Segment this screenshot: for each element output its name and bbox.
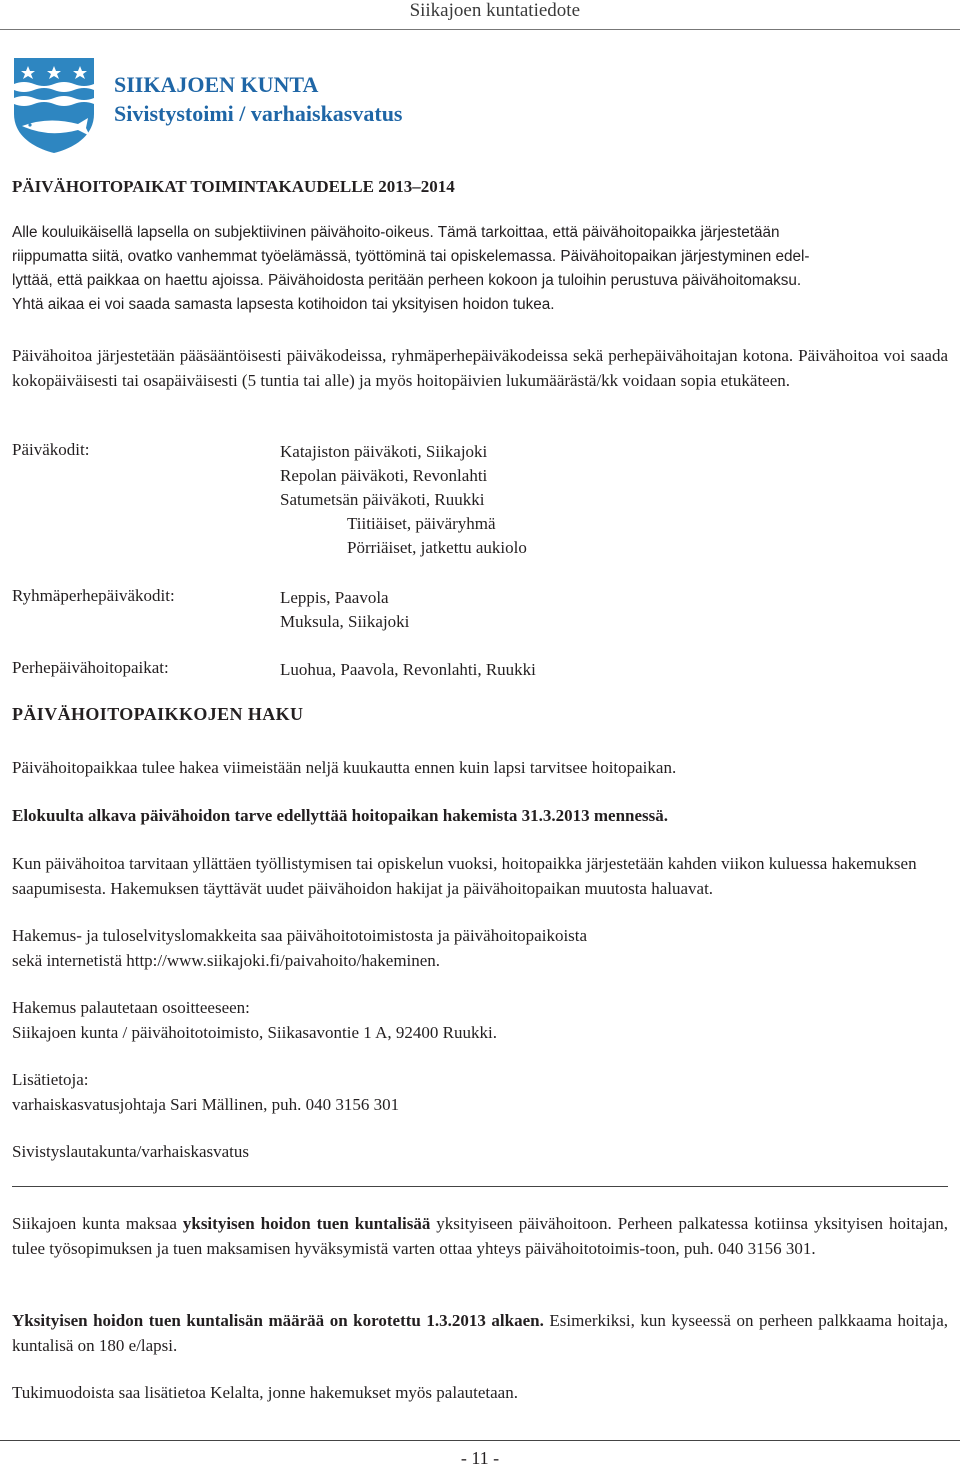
forms-paragraph — [12, 923, 948, 973]
footer-divider — [0, 1440, 960, 1441]
return-address: Siikajoen kunta / päivähoitotoimisto, Siikasavontie 1 A, 92400 Ruukki. — [12, 1023, 497, 1042]
daycare-label: Päiväkodit: — [12, 440, 90, 459]
supplement-increase-text: Esimerkiksi, kun kyseessä on perheen palkkaama hoitaja, kuntalisä on 180 e/lapsi. — [12, 1311, 948, 1355]
organization-department: Sivistystoimi / varhaiskasvatus — [114, 101, 403, 126]
running-header: Siikajoen kuntatiedote — [409, 0, 580, 21]
forms-line: Hakemus- ja tuloselvityslomakkeita saa päivähoitotoimistosta ja päivähoitopaikoista — [12, 926, 588, 945]
organization-name: SIIKAJOEN KUNTA — [114, 72, 319, 97]
intro-line: lyttää, että paikkaa on haettu ajoissa. Päivähoidosta peritään perheen kokoon ja tuloihin perustuva päivähoitomaksu. — [12, 272, 802, 289]
group-daycare-item: Muksula, Siikajoki — [280, 612, 410, 631]
august-start-paragraph: Elokuulta alkava päivähoidon tarve edellyttää hoitopaikan hakemista 31.3.2013 mennessä. — [12, 806, 669, 825]
daycare-sub-item: Tiitiäiset, päiväryhmä — [347, 514, 496, 533]
intro-line: riippumatta siitä, ovatko vanhemmat työelämässä, työttöminä tai opiskelemassa. Päivähoitopaikan järjestyminen edel- — [12, 248, 810, 265]
forms-link[interactable]: sekä internetistä http://www.siikajoki.fi/paivahoito/hakeminen. — [12, 951, 441, 970]
supplement-increase-emphasis: Yksityisen hoidon tuen kuntalisän määrää on korotettu 1.3.2013 alkaen. — [12, 1311, 544, 1330]
group-daycare-label: Ryhmäperhepäiväkodit: — [12, 586, 175, 605]
daycare-item: Repolan päiväkoti, Revonlahti — [280, 466, 488, 485]
daycare-item: Satumetsän päiväkoti, Ruukki — [280, 490, 485, 509]
contact-person: varhaiskasvatusjohtaja Sari Mällinen, puh. 040 3156 301 — [12, 1095, 400, 1114]
more-info-paragraph — [12, 1067, 948, 1117]
intro-paragraph — [12, 221, 810, 317]
family-daycare-label: Perhepäivähoitopaikat: — [12, 658, 169, 677]
intro-line: Alle kouluikäisellä lapsella on subjektiivinen päivähoito-oikeus. Tämä tarkoittaa, että päivähoitopaikka järjestetään — [12, 224, 780, 241]
group-daycare-list — [280, 586, 409, 634]
section-heading-application: PÄIVÄHOITOPAIKKOJEN HAKU — [12, 704, 304, 724]
supplement-increase-paragraph — [12, 1308, 948, 1358]
organization-block — [114, 70, 403, 128]
intro-line: Yhtä aikaa ei voi saada samasta lapsesta kotihoidon tai yksityisen hoidon tukea. — [12, 296, 555, 313]
daycare-arrangement-paragraph: Päivähoitoa järjestetään pääsääntöisesti päiväkodeissa, ryhmäperhepäiväkodeissa sekä perhepäivähoitajan kotona. Päivähoitoa voi saada kokopäiväisesti tai osapäiväisesti (5 tuntia tai alle) ja myös hoitopäivien lukumäärästä/kk voidaan sopia etukäteen. — [12, 346, 948, 390]
return-address-label: Hakemus palautetaan osoitteeseen: — [12, 998, 250, 1017]
sudden-need-paragraph: Kun päivähoitoa tarvitaan yllättäen työllistymisen tai opiskelun vuoksi, hoitopaikka järjestetään kahden viikon kuluessa hakemuksen saapumisesta. Hakemuksen täyttävät uudet päivähoidon hakijat ja päivähoitopaikan muutosta haluavat. — [12, 854, 917, 898]
private-care-supplement-paragraph — [12, 1211, 948, 1261]
coat-of-arms-icon — [12, 56, 96, 154]
group-daycare-item: Leppis, Paavola — [280, 588, 389, 607]
signature-line: Sivistyslautakunta/varhaiskasvatus — [12, 1142, 250, 1161]
daycare-list — [280, 440, 487, 512]
more-info-label: Lisätietoja: — [12, 1070, 89, 1089]
private-care-text: Siikajoen kunta maksaa — [12, 1214, 183, 1233]
family-daycare-value: Luohua, Paavola, Revonlahti, Ruukki — [280, 660, 536, 679]
return-address-paragraph — [12, 995, 948, 1045]
daycare-sub-item: Pörriäiset, jatkettu aukiolo — [347, 538, 527, 557]
kela-info-paragraph: Tukimuodoista saa lisätietoa Kelalta, jonne hakemukset myös palautetaan. — [12, 1383, 518, 1402]
application-deadline-paragraph: Päivähoitopaikkaa tulee hakea viimeistään neljä kuukautta ennen kuin lapsi tarvitsee hoitopaikan. — [12, 758, 677, 777]
section-heading-daycare-places: PÄIVÄHOITOPAIKAT TOIMINTAKAUDELLE 2013–2014 — [12, 177, 455, 196]
section-divider — [12, 1186, 948, 1187]
daycare-sub-list — [347, 512, 527, 560]
private-care-text: yksityiseen päivähoitoon. Perheen palkatessa kotiinsa yksityisen hoitajan, tulee työsopimuksen ja tuen maksamisen hyväksymistä varten ottaa yhteys päivähoitotoimis-toon, puh. 040 3156 301. — [12, 1214, 948, 1258]
private-care-emphasis: yksityisen hoidon tuen kuntalisää — [182, 1214, 431, 1233]
daycare-item: Katajiston päiväkoti, Siikajoki — [280, 442, 488, 461]
page-number: - 11 - — [460, 1448, 500, 1468]
header-divider — [0, 29, 960, 30]
